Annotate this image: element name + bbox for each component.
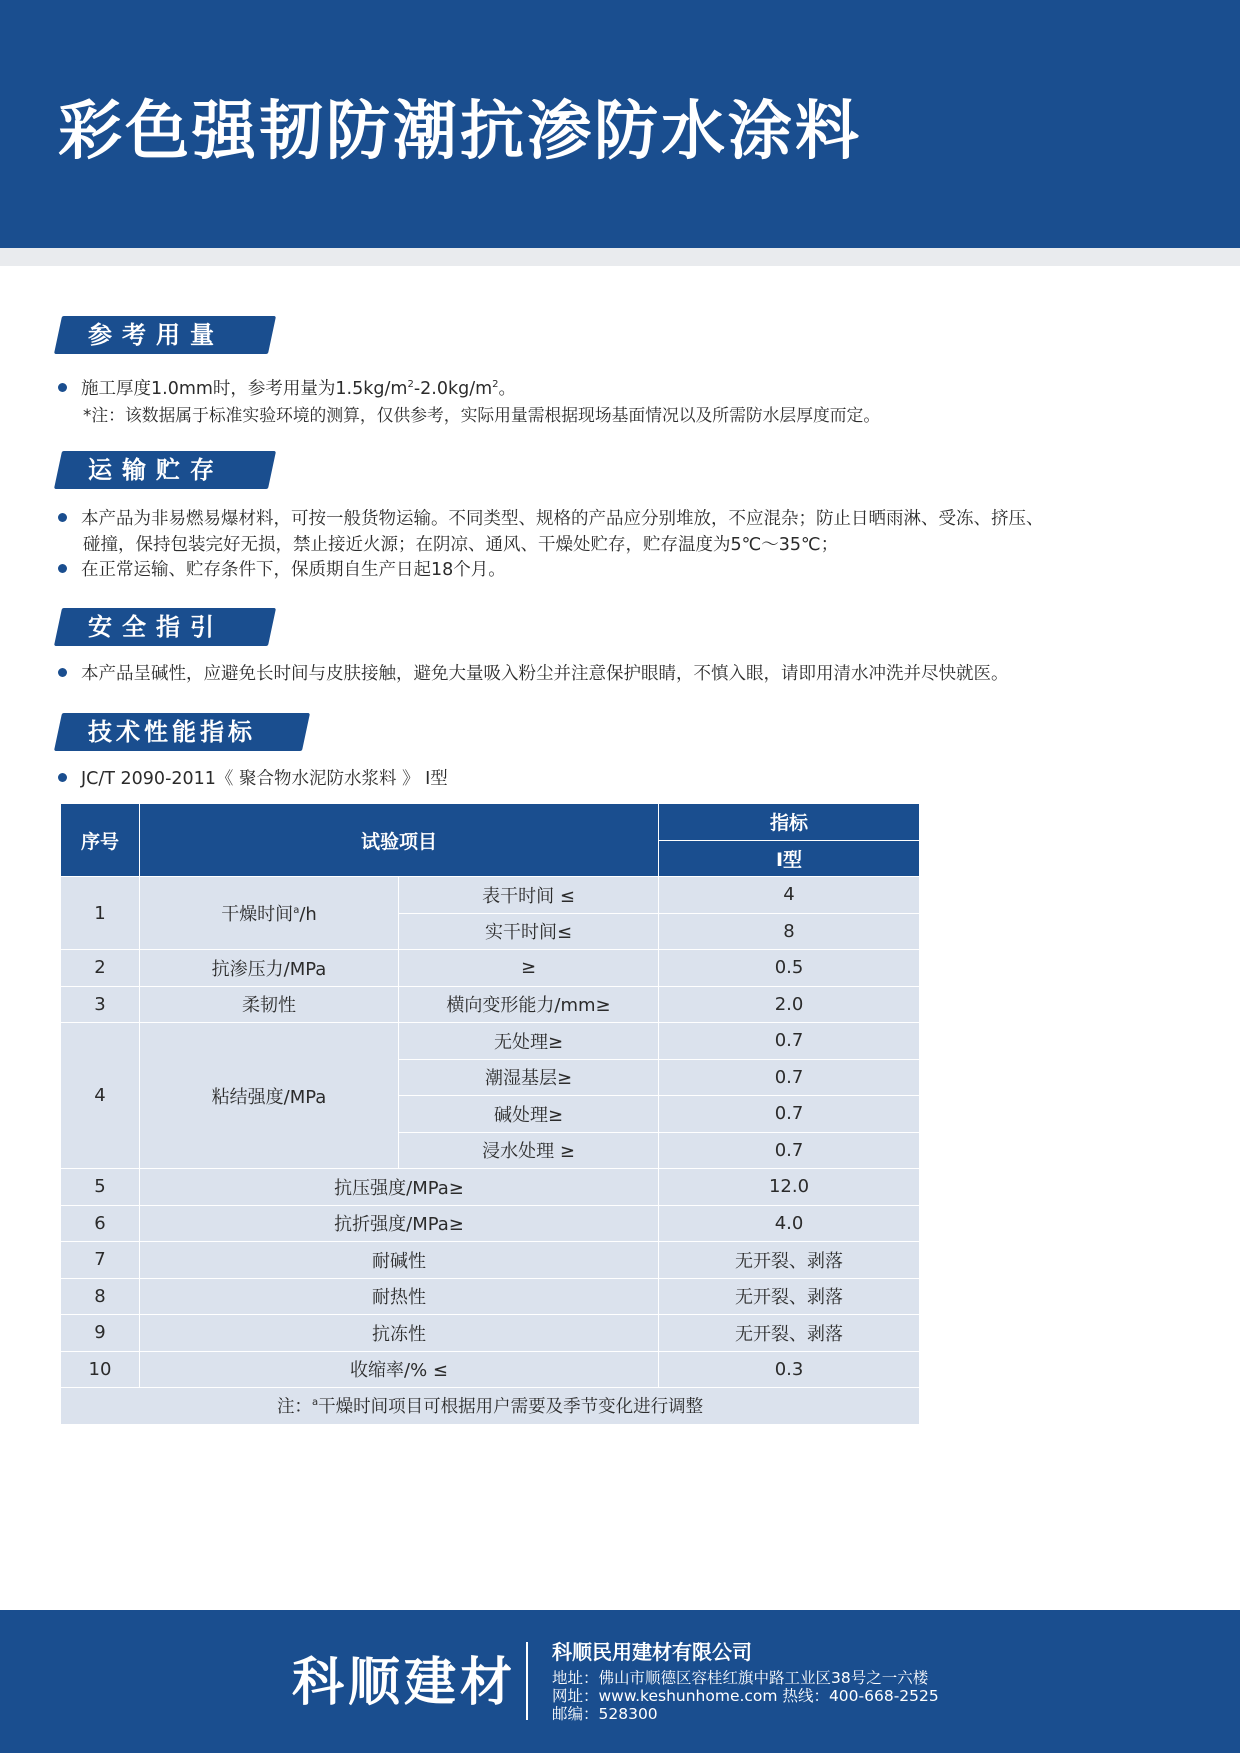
bullet-dot [58,564,67,573]
cell-no: 4 [61,1023,140,1169]
storage-line-1-cont: 碰撞，保持包装完好无损，禁止接近火源；在阴凉、通风、干燥处贮存，贮存温度为5℃～35℃； [83,535,839,555]
section-tag-usage [54,316,276,354]
cell-no: 3 [61,986,140,1023]
cell-item: 柔韧性 [140,986,399,1023]
safety-text: 本产品呈碱性，应避免长时间与皮肤接触，避免大量吸入粉尘并注意保护眼睛，不慎入眼，请即用清水冲洗并尽快就医。 [81,664,1009,684]
cell-value: 0.5 [659,950,920,987]
cell-no: 1 [61,877,140,950]
usage-note: *注：该数据属于标准实验环境的测算，仅供参考，实际用量需根据现场基面情况以及所需防水层厚度而定。 [83,405,881,425]
usage-text-post: 。 [498,379,517,399]
tech-standard-line [58,766,448,792]
page-title: 彩色强韧防潮抗渗防水涂料 [58,95,862,169]
cell-value: 4.0 [659,1205,920,1242]
storage-text-2: 在正常运输、贮存条件下，保质期自生产日起18个月。 [81,560,506,580]
table-header-row [61,804,920,841]
table-note [61,1388,920,1425]
section-tag-safety [54,608,276,646]
cell-value: 0.7 [659,1096,920,1133]
cell-sub: 碱处理≥ [399,1096,659,1133]
company-name: 科顺民用建材有限公司 [552,1640,752,1664]
cell-item: 耐碱性 [140,1242,659,1279]
table-note-row [61,1388,920,1425]
section-tag-tech [54,713,310,751]
table-row [61,1315,920,1352]
cell-item: 抗折强度/MPa≥ [140,1205,659,1242]
cell-sub: 潮湿基层≥ [399,1059,659,1096]
table-row [61,877,920,914]
cell-value: 2.0 [659,986,920,1023]
cell-sub: 无处理≥ [399,1023,659,1060]
header-index: 指标 [659,804,920,841]
cell-item: 收缩率/% ≤ [140,1351,659,1388]
cell-no: 8 [61,1278,140,1315]
bullet-dot [58,513,67,522]
cell-no: 5 [61,1169,140,1206]
section-title-safety: 安全指引 [88,613,224,641]
cell-value: 8 [659,913,920,950]
table-row [61,1351,920,1388]
storage-text-1: 本产品为非易燃易爆材料，可按一般货物运输。不同类型、规格的产品应分别堆放，不应混杂；防止日晒雨淋、受冻、挤压、 [81,509,1044,529]
usage-text-mid: -2.0kg/m [413,379,493,399]
usage-sup-1: 2 [407,379,414,391]
cell-item: 抗渗压力/MPa [140,950,399,987]
bullet-dot [58,668,67,677]
cell-item-sup: a [293,905,300,916]
table-note-text: 干燥时间项目可根据用户需要及季节变化进行调整 [318,1397,704,1418]
storage-line-1 [58,506,1044,532]
cell-sub: 实干时间≤ [399,913,659,950]
cell-item: 抗压强度/MPa≥ [140,1169,659,1206]
cell-sub: 浸水处理 ≥ [399,1132,659,1169]
table-row [61,1242,920,1279]
cell-value: 无开裂、剥落 [659,1242,920,1279]
header-divider-strip [0,248,1240,266]
table-row [61,1278,920,1315]
cell-value: 0.7 [659,1023,920,1060]
bullet-dot [58,773,67,782]
footer-divider [526,1642,528,1720]
spec-table [60,803,920,1425]
cell-item [140,877,399,950]
usage-sup-2: 2 [492,379,499,391]
cell-item-unit: /h [299,904,317,925]
brand-logo-text: 科顺建材 [292,1653,517,1713]
tech-standard-text: JC/T 2090-2011《 聚合物水泥防水浆料 》 I型 [81,769,448,789]
company-postcode: 邮编：528300 [552,1705,658,1723]
header-type: I型 [659,840,920,877]
header-item: 试验项目 [140,804,659,877]
cell-value: 无开裂、剥落 [659,1315,920,1352]
usage-line [58,376,516,402]
section-title-usage: 参考用量 [88,321,224,349]
cell-no: 2 [61,950,140,987]
bullet-dot [58,383,67,392]
table-note-pre: 注： [276,1397,312,1418]
cell-no: 9 [61,1315,140,1352]
company-address: 地址：佛山市顺德区容桂红旗中路工业区38号之一六楼 [552,1669,929,1687]
table-row [61,986,920,1023]
section-title-storage: 运输贮存 [88,456,224,484]
cell-value: 0.7 [659,1132,920,1169]
cell-sub: ≥ [399,950,659,987]
table-note-sup: a [311,1397,319,1409]
section-tag-storage [54,451,276,489]
cell-value: 无开裂、剥落 [659,1278,920,1315]
company-website-hotline: 网址：www.keshunhome.com 热线：400-668-2525 [552,1687,939,1705]
cell-item-text: 干燥时间 [221,904,294,925]
cell-value: 4 [659,877,920,914]
cell-no: 7 [61,1242,140,1279]
cell-value: 12.0 [659,1169,920,1206]
cell-no: 10 [61,1351,140,1388]
table-row [61,1023,920,1060]
storage-line-2 [58,557,506,583]
cell-item: 抗冻性 [140,1315,659,1352]
table-row [61,950,920,987]
header-no: 序号 [61,804,140,877]
usage-text-pre: 施工厚度1.0mm时，参考用量为1.5kg/m [81,379,408,399]
cell-no: 6 [61,1205,140,1242]
cell-item: 耐热性 [140,1278,659,1315]
cell-sub: 表干时间 ≤ [399,877,659,914]
safety-line [58,661,1009,687]
section-title-tech: 技术性能指标 [88,718,256,746]
cell-value: 0.7 [659,1059,920,1096]
cell-item: 粘结强度/MPa [140,1023,399,1169]
table-row [61,1169,920,1206]
cell-sub: 横向变形能力/mm≥ [399,986,659,1023]
cell-value: 0.3 [659,1351,920,1388]
table-row [61,1205,920,1242]
